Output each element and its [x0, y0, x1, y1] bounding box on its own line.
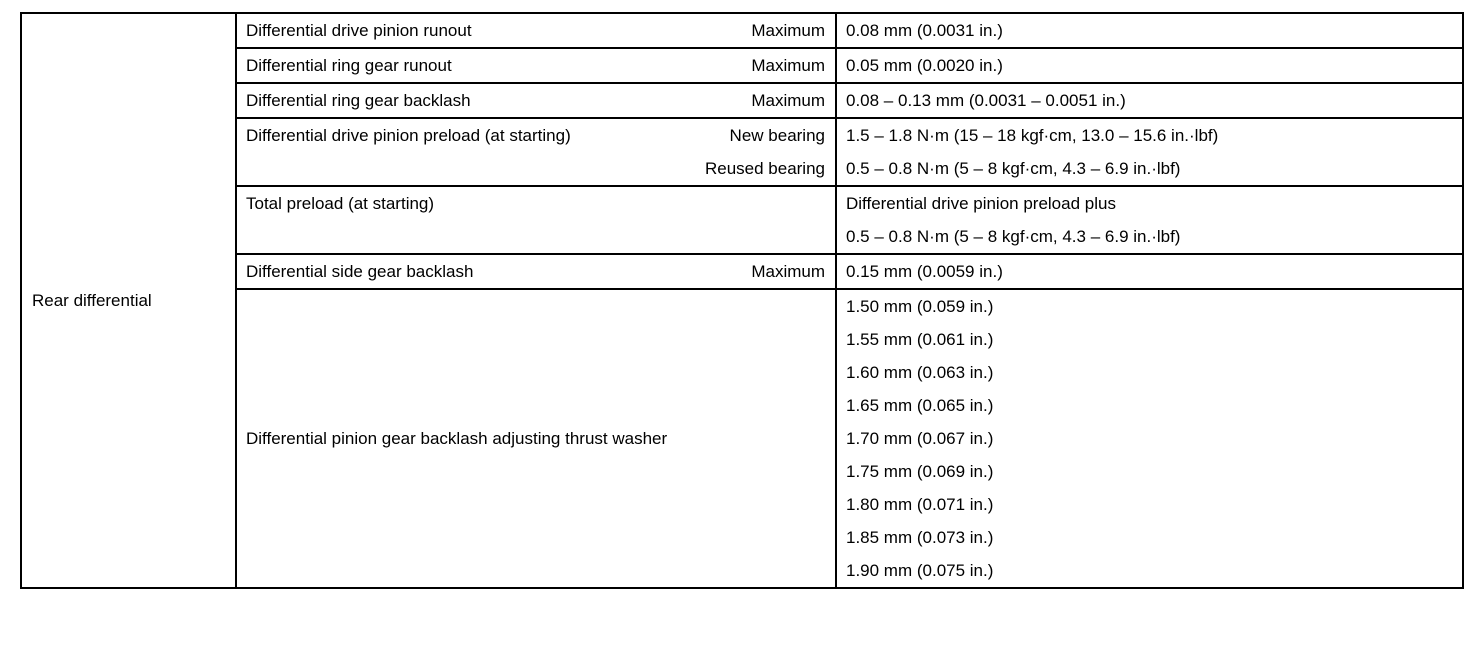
value-line: 1.60 mm (0.063 in.)	[846, 363, 994, 382]
value-line: 1.90 mm (0.075 in.)	[846, 561, 994, 580]
value-line: 0.08 – 0.13 mm (0.0031 – 0.0051 in.)	[846, 91, 1126, 110]
table-row	[21, 48, 1463, 83]
condition-label: Reused bearing	[704, 159, 825, 178]
condition-label: Maximum	[751, 262, 825, 281]
item-label: Total preload (at starting)	[246, 194, 435, 213]
table-row	[21, 289, 1463, 588]
item-label: Differential side gear backlash	[246, 262, 474, 281]
value-cell	[836, 254, 1463, 289]
item-cell	[236, 83, 836, 118]
value-line: 1.50 mm (0.059 in.)	[846, 297, 994, 316]
item-label: Differential ring gear runout	[246, 56, 452, 75]
table-row	[21, 254, 1463, 289]
value-line: 1.80 mm (0.071 in.)	[846, 495, 994, 514]
condition-label: Maximum	[751, 21, 825, 40]
item-label: Differential drive pinion preload (at starting)	[246, 126, 571, 145]
item-cell	[236, 48, 836, 83]
value-line: 1.75 mm (0.069 in.)	[846, 462, 994, 481]
item-cell	[236, 186, 836, 254]
item-cell	[236, 289, 836, 588]
value-cell	[836, 83, 1463, 118]
table-row	[21, 118, 1463, 186]
value-cell	[836, 13, 1463, 48]
condition-label: Maximum	[751, 56, 825, 75]
item-cell	[236, 13, 836, 48]
value-cell	[836, 289, 1463, 588]
value-line: 1.65 mm (0.065 in.)	[846, 396, 994, 415]
spec-table	[20, 12, 1464, 589]
section-label: Rear differential	[21, 13, 236, 588]
value-line: 1.5 – 1.8 N·m (15 – 18 kgf·cm, 13.0 – 15.6 in.·lbf)	[846, 126, 1219, 145]
table-row	[21, 186, 1463, 254]
value-line: 0.5 – 0.8 N·m (5 – 8 kgf·cm, 4.3 – 6.9 in.·lbf)	[846, 227, 1181, 246]
table-row	[21, 83, 1463, 118]
value-line: Differential drive pinion preload plus	[846, 194, 1116, 213]
value-cell	[836, 48, 1463, 83]
value-line: 1.55 mm (0.061 in.)	[846, 330, 994, 349]
condition-label: Maximum	[751, 91, 825, 110]
item-label: Differential drive pinion runout	[246, 21, 472, 40]
value-line: 0.08 mm (0.0031 in.)	[846, 21, 1003, 40]
item-cell	[236, 118, 836, 186]
item-label: Differential ring gear backlash	[246, 91, 471, 110]
value-line: 0.05 mm (0.0020 in.)	[846, 56, 1003, 75]
value-line: 0.5 – 0.8 N·m (5 – 8 kgf·cm, 4.3 – 6.9 in.·lbf)	[846, 159, 1181, 178]
item-label: Differential pinion gear backlash adjusting thrust washer	[246, 429, 668, 448]
value-line: 1.85 mm (0.073 in.)	[846, 528, 994, 547]
item-cell	[236, 254, 836, 289]
value-cell	[836, 186, 1463, 254]
value-cell	[836, 118, 1463, 186]
table-row	[21, 13, 1463, 48]
value-line: 1.70 mm (0.067 in.)	[846, 429, 994, 448]
condition-label: New bearing	[729, 126, 825, 145]
value-line: 0.15 mm (0.0059 in.)	[846, 262, 1003, 281]
